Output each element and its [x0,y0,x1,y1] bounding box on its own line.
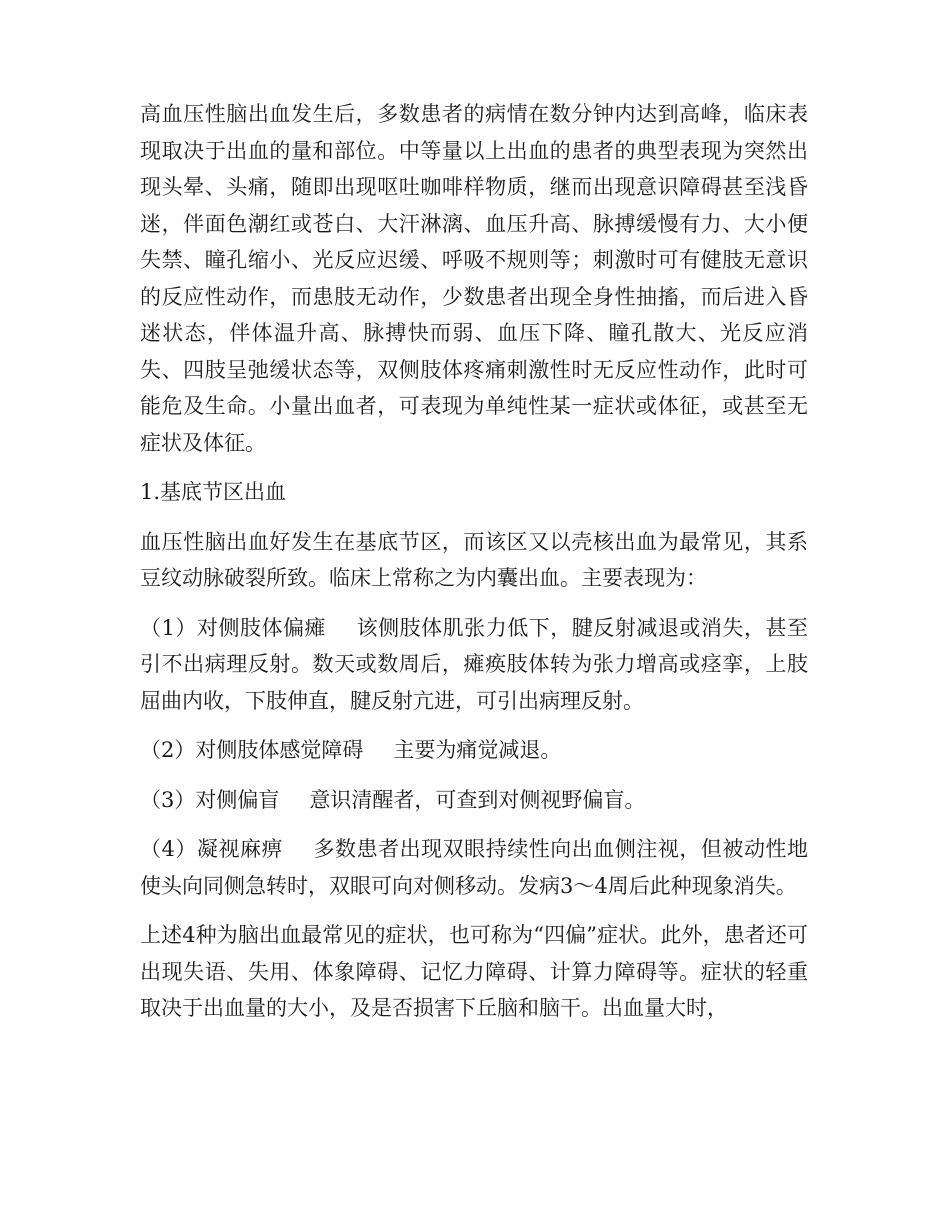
list-item-hemianopia [140,782,808,819]
item-text: 意识清醒者，可查到对侧视野偏盲。 [309,787,646,812]
section-heading-basal-ganglia: 1.基底节区出血 [140,480,287,504]
item-label: （1）对侧肢体偏瘫 [140,615,327,640]
item-text: 主要为痛觉减退。 [393,738,562,762]
item-text: 该侧肢体肌张力低下，腱反射减退或消失，甚至引不出病理反射。数天或数周后，瘫痪肢体转为张力增高或痉挛，上肢屈曲内收，下肢伸直，腱反射亢进，可引出病理反射。 [140,615,808,713]
item-text: 多数患者出现双眼持续性向出血侧注视，但被动性地使头向同侧急转时，双眼可向对侧移动。发病3～4周后此种现象消失。 [140,837,808,898]
item-label: （2）对侧肢体感觉障碍 [140,738,364,762]
list-item-hemiplegia [140,610,808,720]
list-item-gaze-palsy [140,831,808,904]
paragraph-intro: 高血压性脑出血发生后，多数患者的病情在数分钟内达到高峰，临床表现取决于出血的量和部位。中等量以上出血的患者的典型表现为突然出现头晕、头痛，随即出现呕吐咖啡样物质，继而出现意识障碍甚至浅昏迷，伴面色潮红或苍白、大汗淋漓、血压升高、脉搏缓慢有力、大小便失禁、瞳孔缩小、光反应迟缓、呼吸不规则等；刺激时可有健肢无意识的反应性动作，而患肢无动作，少数患者出现全身性抽搐，而后进入昏迷状态，伴体温升高、脉搏快而弱、血压下降、瞳孔散大、光反应消失、四肢呈弛缓状态等，双侧肢体疼痛刺激性时无反应性动作，此时可能危及生命。小量出血者，可表现为单纯性某一症状或体征，或甚至无症状及体征。 [140,102,808,455]
paragraph-four-hemi-symptoms: 上述4种为脑出血最常见的症状，也可称为“四偏”症状。此外，患者还可出现失语、失用、体象障碍、记忆力障碍、计算力障碍等。症状的轻重取决于出血量的大小，及是否损害下丘脑和脑干。出血量大时， [140,923,808,1020]
paragraph-basal-ganglia-intro: 血压性脑出血好发生在基底节区，而该区又以壳核出血为最常见，其系豆纹动脉破裂所致。临床上常称之为内囊出血。主要表现为： [140,529,808,590]
item-label: （3）对侧偏盲 [140,787,280,812]
item-label: （4）凝视麻痹 [140,837,284,861]
list-item-sensory-disorder [140,732,808,769]
document-body [140,96,808,1040]
